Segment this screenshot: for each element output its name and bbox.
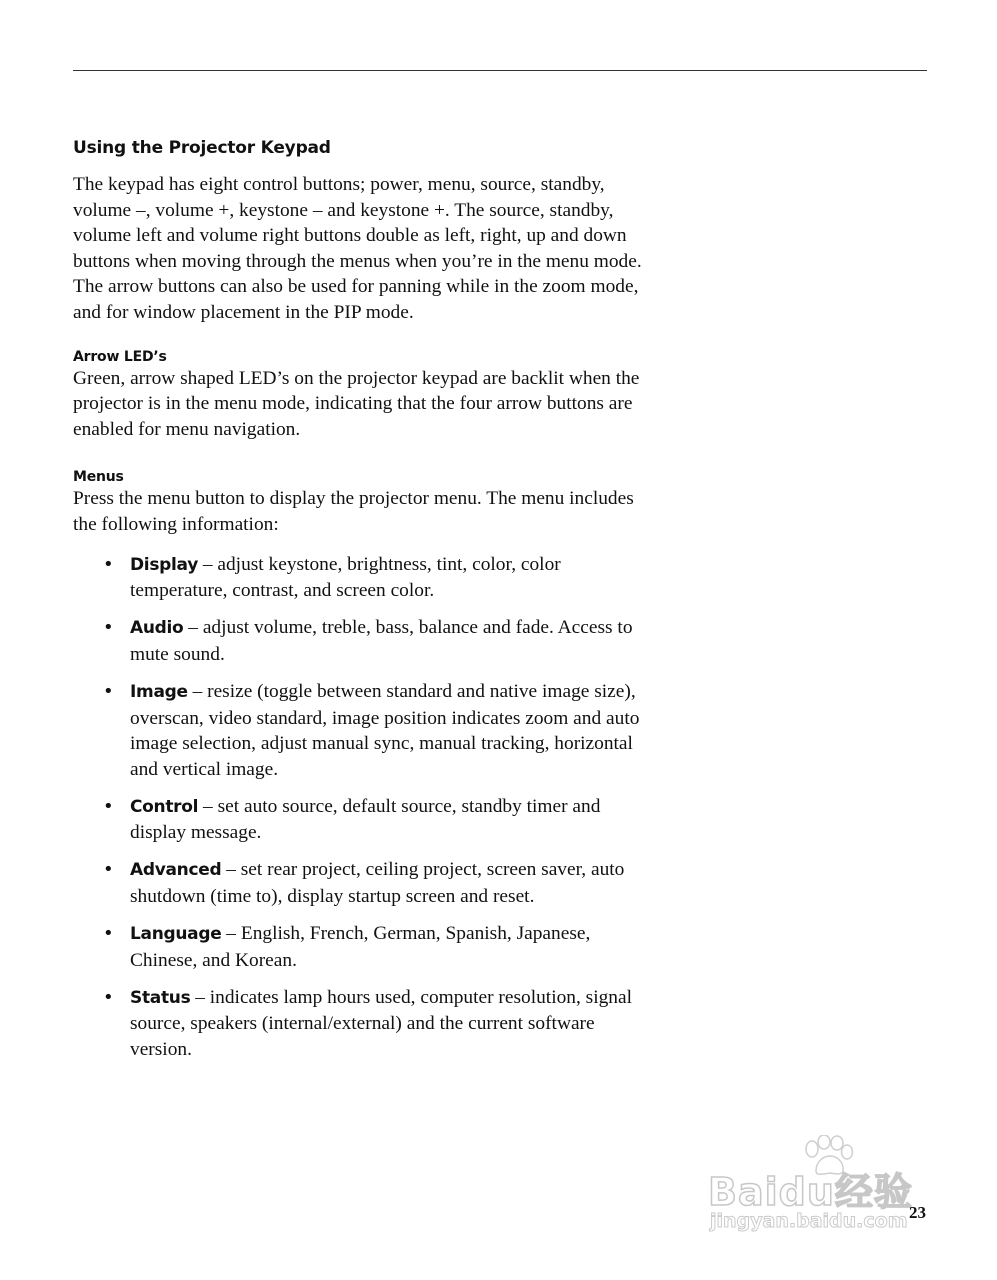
item-description: – set auto source, default source, standby timer and display message.: [130, 795, 601, 844]
menu-items-list: [73, 552, 648, 1063]
arrow-leds-paragraph: Green, arrow shaped LED’s on the projector keypad are backlit when the projector is in the menu mode, indicating that the four arrow buttons are enabled for menu navigation.: [73, 367, 640, 440]
item-term: Image: [130, 681, 188, 702]
list-item-display: [73, 552, 648, 604]
item-term: Control: [130, 796, 199, 817]
item-term: Status: [130, 987, 191, 1008]
list-item-language: [73, 921, 648, 973]
page-number: 23: [909, 1203, 926, 1222]
list-item-audio: [73, 615, 648, 667]
item-description: – adjust volume, treble, bass, balance and fade. Access to mute sound.: [130, 617, 633, 665]
item-description: – indicates lamp hours used, computer resolution, signal source, speakers (internal/external) and the current software version.: [130, 986, 632, 1061]
item-description: – set rear project, ceiling project, screen saver, auto shutdown (time to), display startup screen and reset.: [130, 859, 625, 908]
item-description: – adjust keystone, brightness, tint, color, color temperature, contrast, and screen color.: [130, 553, 561, 602]
menus-paragraph: Press the menu button to display the projector menu. The menu includes the following information:: [73, 488, 634, 535]
bullet-icon: •: [103, 795, 114, 817]
watermark-main-text: Baidu经验: [708, 1170, 913, 1214]
list-item-image: [73, 679, 648, 782]
item-term: Language: [130, 924, 222, 945]
list-item-control: [73, 794, 648, 846]
item-term: Audio: [130, 618, 184, 639]
list-item-status: [73, 985, 648, 1063]
list-item-advanced: [73, 857, 648, 909]
bullet-icon: •: [103, 680, 114, 702]
document-body: [73, 134, 648, 1074]
header-rule: [73, 70, 927, 71]
bullet-icon: •: [103, 986, 114, 1008]
menus-heading: Menus: [73, 469, 124, 486]
item-description: – English, French, German, Spanish, Japanese, Chinese, and Korean.: [130, 923, 591, 971]
section-title: Using the Projector Keypad: [73, 138, 331, 158]
watermark-url-text: jingyan.baidu.com: [710, 1210, 908, 1232]
item-term: Advanced: [130, 860, 222, 881]
bullet-icon: •: [103, 859, 114, 881]
item-description: – resize (toggle between standard and native image size), overscan, video standard, image position indicates zoom and auto image selection, adjust manual sync, manual tracking, horizontal and vertical image.: [130, 680, 640, 780]
item-term: Display: [130, 554, 198, 575]
bullet-icon: •: [103, 923, 114, 945]
arrow-leds-heading: Arrow LED’s: [73, 348, 167, 365]
bullet-icon: •: [103, 617, 114, 639]
bullet-icon: •: [103, 553, 114, 575]
baidu-watermark: [708, 1135, 944, 1245]
intro-paragraph: The keypad has eight control buttons; power, menu, source, standby, volume –, volume +, keystone – and keystone +. The source, standby, volume left and volume right buttons double as left, right, up and down buttons when moving through the menus when you’re in the menu mode. The arrow buttons can also be used for panning while in the zoom mode, and for window placement in the PIP mode.: [73, 174, 642, 323]
